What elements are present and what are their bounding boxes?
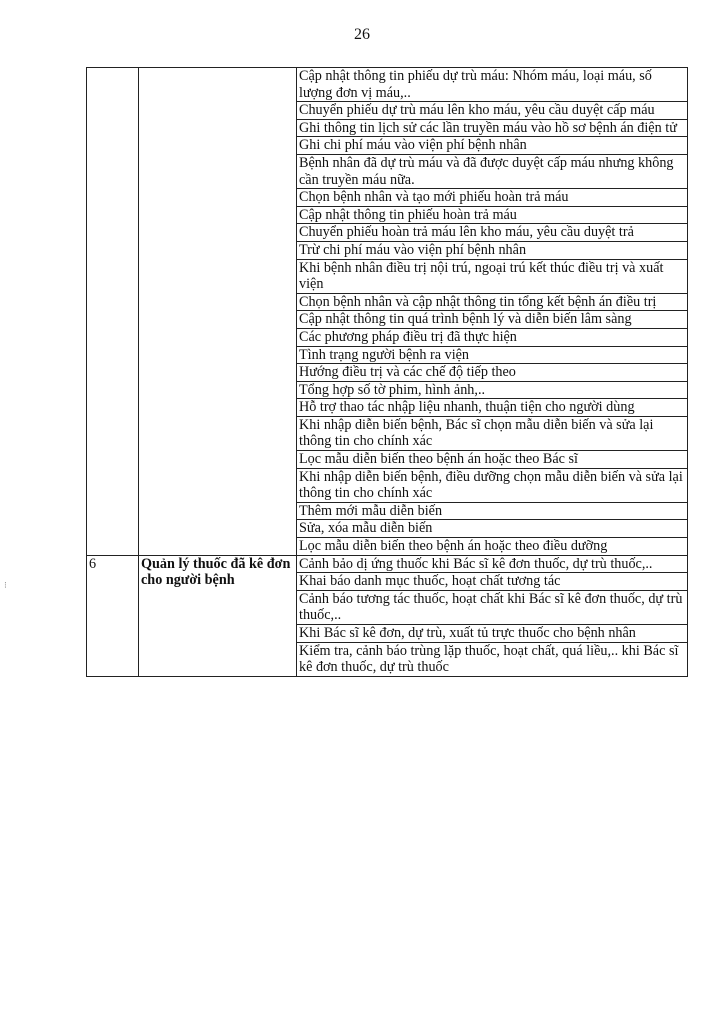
requirement-cell: Tình trạng người bệnh ra viện [297,346,688,364]
requirement-cell: Ghi thông tin lịch sử các lần truyền máu vào hồ sơ bệnh án điện tử [297,119,688,137]
requirement-cell: Sửa, xóa mẫu diễn biến [297,520,688,538]
requirement-cell: Khi Bác sĩ kê đơn, dự trù, xuất tủ trực thuốc cho bệnh nhân [297,625,688,643]
requirement-cell: Lọc mẫu diễn biến theo bệnh án hoặc theo Bác sĩ [297,451,688,469]
requirement-cell: Ghi chi phí máu vào viện phí bệnh nhân [297,137,688,155]
requirement-cell: Cập nhật thông tin phiếu dự trù máu: Nhóm máu, loại máu, số lượng đơn vị máu,.. [297,68,688,102]
requirement-cell: Cảnh báo tương tác thuốc, hoạt chất khi Bác sĩ kê đơn thuốc, dự trù thuốc,.. [297,590,688,624]
requirement-cell: Lọc mẫu diễn biến theo bệnh án hoặc theo điều dưỡng [297,538,688,556]
requirement-cell: Khi bệnh nhân điều trị nội trú, ngoại trú kết thúc điều trị và xuất viện [297,259,688,293]
requirement-cell: Trừ chi phí máu vào viện phí bệnh nhân [297,241,688,259]
scan-margin-marks: ⁝ [4,580,7,590]
requirement-cell: Cảnh bảo dị ứng thuốc khi Bác sĩ kê đơn thuốc, dự trù thuốc,.. [297,555,688,573]
requirement-cell: Bệnh nhân đã dự trù máu và đã được duyệt cấp máu nhưng không cần truyền máu nữa. [297,154,688,188]
requirement-cell: Hướng điều trị và các chế độ tiếp theo [297,364,688,382]
row-number-cell [87,68,139,556]
requirement-cell: Cập nhật thông tin phiếu hoàn trả máu [297,206,688,224]
table-body [87,68,688,677]
function-name-cell [139,68,297,556]
page-number: 26 [354,26,370,43]
requirement-cell: Chuyển phiếu dự trù máu lên kho máu, yêu cầu duyệt cấp máu [297,102,688,120]
table-row [87,555,688,573]
requirement-cell: Các phương pháp điều trị đã thực hiện [297,328,688,346]
row-number-cell: 6 [87,555,139,676]
table-row [87,68,688,102]
requirement-cell: Kiểm tra, cảnh báo trùng lặp thuốc, hoạt chất, quá liều,.. khi Bác sĩ kê đơn thuốc, dự trù thuốc [297,642,688,676]
requirement-cell: Chọn bệnh nhân và cập nhật thông tin tổng kết bệnh án điều trị [297,293,688,311]
requirements-table [86,67,688,677]
requirement-cell: Cập nhật thông tin quá trình bệnh lý và diễn biến lâm sàng [297,311,688,329]
function-name-cell: Quản lý thuốc đã kê đơn cho người bệnh [139,555,297,676]
requirement-cell: Khai báo danh mục thuốc, hoạt chất tương tác [297,573,688,591]
requirement-cell: Hỗ trợ thao tác nhập liệu nhanh, thuận tiện cho người dùng [297,399,688,417]
requirement-cell: Tổng hợp số tờ phim, hình ảnh,.. [297,381,688,399]
requirement-cell: Thêm mới mẫu diễn biến [297,502,688,520]
requirement-cell: Khi nhập diễn biến bệnh, điều dưỡng chọn mẫu diễn biến và sửa lại thông tin cho chính xác [297,468,688,502]
requirement-cell: Chọn bệnh nhân và tạo mới phiếu hoàn trả máu [297,189,688,207]
requirement-cell: Khi nhập diễn biến bệnh, Bác sĩ chọn mẫu diễn biến và sửa lại thông tin cho chính xác [297,416,688,450]
requirement-cell: Chuyển phiếu hoàn trả máu lên kho máu, yêu cầu duyệt trả [297,224,688,242]
